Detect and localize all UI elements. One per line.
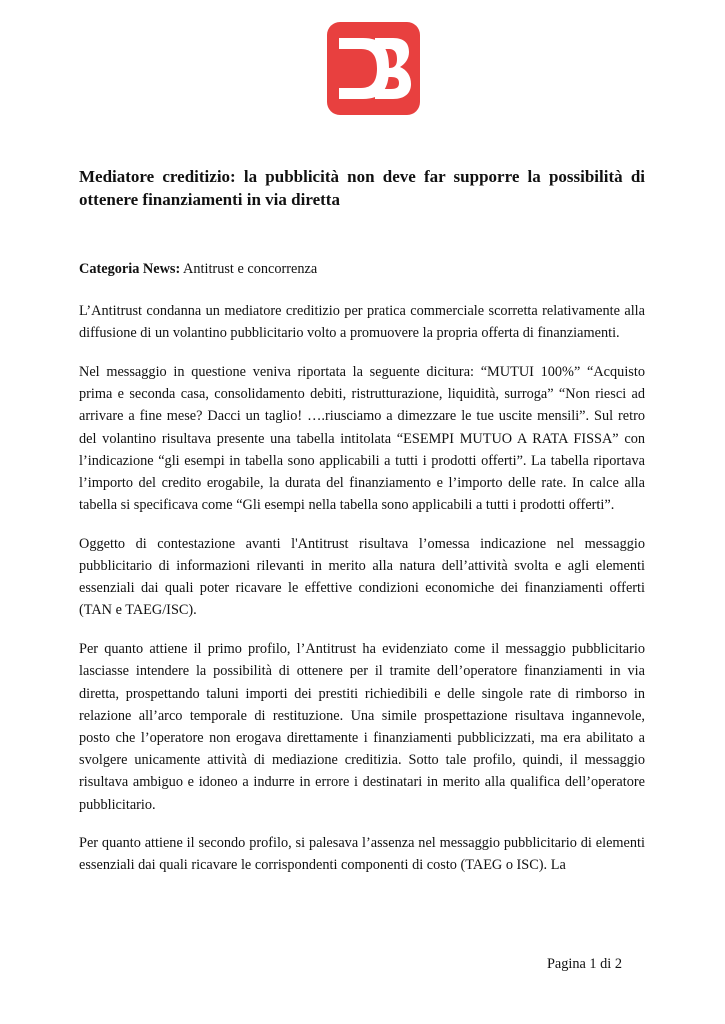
category-value: Antitrust e concorrenza [183,261,318,277]
page-number: Pagina 1 di 2 [546,956,622,972]
article-title: Mediatore creditizio: la pubblicità non deve far supporre la possibilità di ottenere finanziamenti in via diretta [79,167,645,209]
article-paragraph: L’Antitrust condanna un mediatore creditizio per pratica commerciale scorretta relativamente alla diffusione di un volantino pubblicitario volto a promuovere la propria offerta di finanziamenti. [79,303,645,342]
article-body [79,300,645,893]
article-paragraph: Per quanto attiene il secondo profilo, si palesava l’assenza nel messaggio pubblicitario di elementi essenziali dai quali ricavare le corrispondenti componenti di costo (TAEG o ISC). La [79,835,645,874]
article-paragraph: Oggetto di contestazione avanti l'Antitrust risultava l’omessa indicazione nel messaggio pubblicitario di informazioni rilevanti in merito alla natura dell’attività svolta e agli elementi essenziali dai quali poter ricavare le effettive condizioni economiche dei finanziamenti offerti (TAN e TAEG/ISC). [79,535,645,619]
db-logo-graphic [327,22,420,115]
logo-background [327,22,420,115]
article-category [79,259,645,279]
article-paragraph: Per quanto attiene il primo profilo, l’Antitrust ha evidenziato come il messaggio pubblicitario lasciasse intendere la possibilità di ottenere per il tramite dell’operatore finanziamenti in via diretta, prospettando taluni importi dei prestiti richiedibili e delle singole rate di rimborso in relazione all’arco temporale di restituzione. Una simile prospettazione risultava ingannevole, posto che l’operatore non erogava direttamente i finanziamenti pubblicizzati, ma era abilitato a svolgere unicamente attività di mediazione creditizia. Sotto tale profilo, quindi, il messaggio risultava ambiguo e idoneo a indurre in errore i destinatari in merito alla qualifica dell’operatore pubblicitario. [79,641,645,813]
category-label: Categoria News: [79,261,181,277]
article-paragraph: Nel messaggio in questione veniva riportata la seguente dicitura: “MUTUI 100%” “Acquisto prima e seconda casa, consolidamento debiti, ristrutturazione, liquidità, surroga” “Non riesci ad arrivare a fine mese? Dacci un taglio! ….riusciamo a dimezzare le tue uscite mensili”. Sul retro del volantino risultava presente una tabella intitolata “ESEMPI MUTUO A RATA FISSA” con l’indicazione “gli esempi in tabella sono applicabili a tutti i prodotti offerti”. La tabella riportava l’importo del credito erogabile, la durata del finanziamento e l’importo delle rate. In calce alla tabella si specificava come “Gli esempi nella tabella sono applicabili a tutti i prodotti offerti”. [79,363,645,514]
db-logo-icon [327,22,420,115]
